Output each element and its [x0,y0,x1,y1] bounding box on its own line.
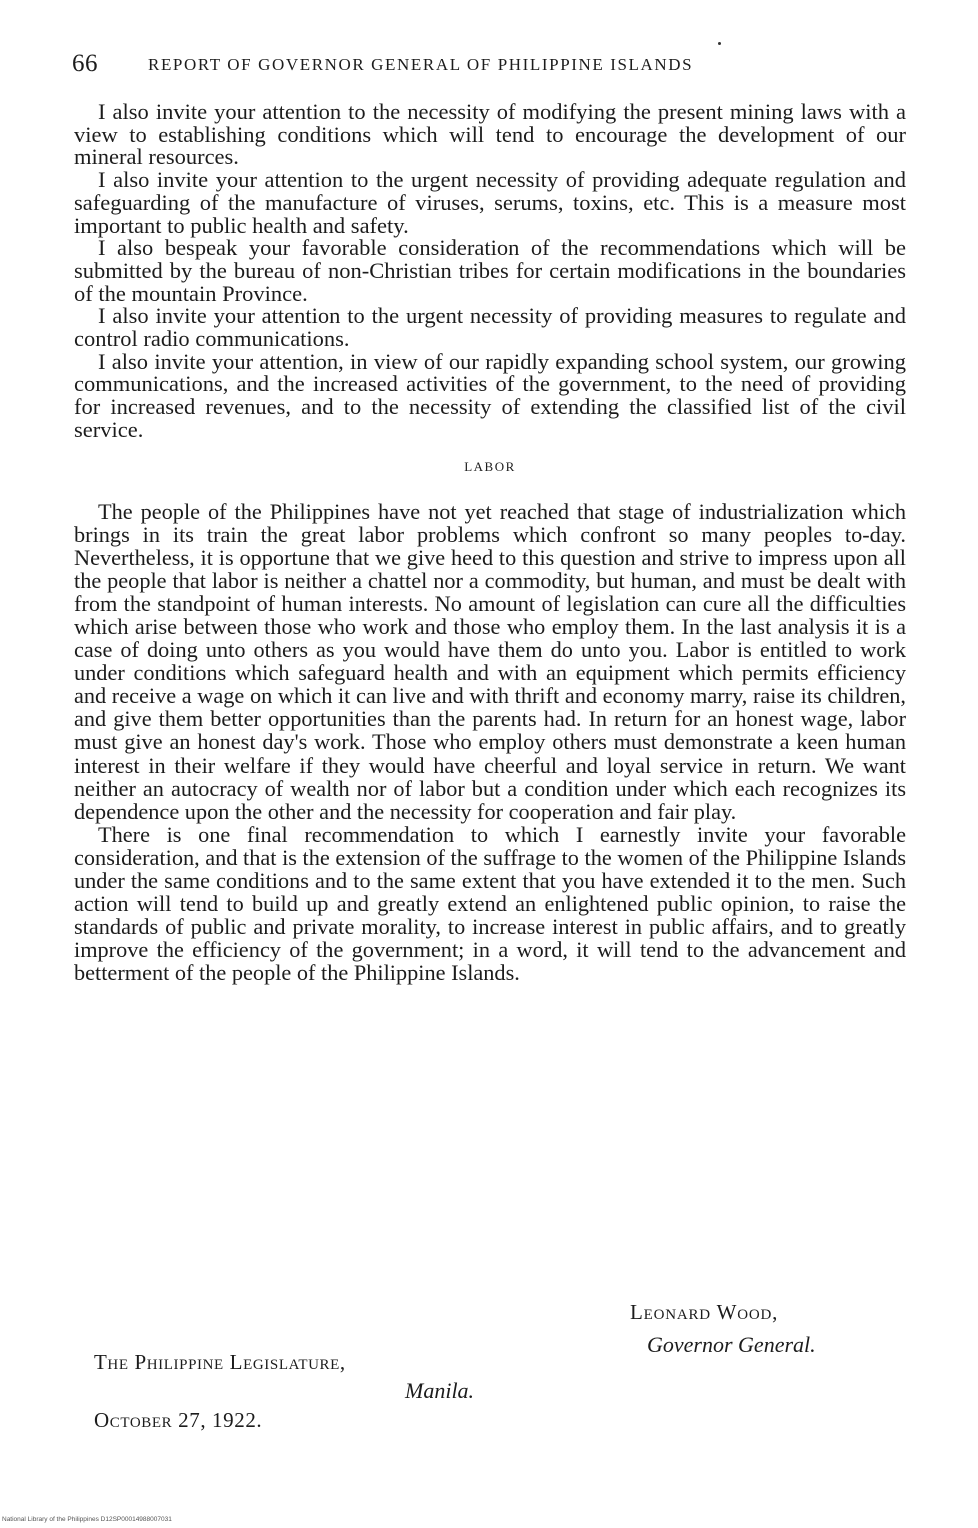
page-body [74,101,906,985]
section-heading-labor: LABOR [464,458,516,474]
page-number: 66 [72,50,98,77]
recommendation-paragraph: I also invite your attention to the urgent necessity of providing measures to regulate and control radio communications. [74,303,906,352]
recommendation-paragraph: I also invite your attention to the necessity of modifying the present mining laws with a view to establishing conditions which will tend to encourage the development of our mineral resources. [74,99,906,170]
signature-block [630,1300,920,1370]
archive-stamp: National Library of the Philippines D12SP00014988007031 [2,1516,172,1523]
signatory-title: Governor General. [647,1332,816,1357]
recommendation-paragraph: I also invite your attention to the urgent necessity of providing adequate regulation and safeguarding of the manufacture of viruses, serums, toxins, etc. This is a measure most important to public health and safety. [74,167,906,238]
running-title: REPORT OF GOVERNOR GENERAL OF PHILIPPINE ISLANDS [148,55,694,74]
signatory-name: Leonard Wood, [630,1300,779,1324]
letter-date: October 27, 1922. [94,1408,263,1432]
labor-paragraph: The people of the Philippines have not yet reached that stage of industrialization which brings in its train the great labor problems which confront so many peoples to-day. Nevertheless, it is opportune that we give heed to this question and strive to impress upon all the people that labor is neither a chattel nor a commodity, but human, and must be dealt with from the standpoint of human interests. No amount of legislation can cure all the difficulties which arise between those who work and those who employ them. In the last analysis it is a case of doing unto others as you would have them do unto you. Labor is entitled to work under conditions which safeguard health and with an equipment which permits efficiency and receive a wage on which it can live and with thrift and economy marry, raise its children, and give them better opportunities than the parents had. In return for an honest wage, labor must give an honest day's work. Those who employ others must demonstrate a keen human interest in their welfare if they would have cheerful and loyal service in return. We want neither an autocracy of wealth nor of labor but a condition under which each recognizes its dependence upon the other and the necessity for cooperation and fair play. [74,498,906,824]
addressee-place: Manila. [405,1378,475,1403]
page-header [72,50,842,84]
address-block [94,1350,514,1450]
suffrage-paragraph: There is one final recommendation to which I earnestly invite your favorable consideration, and that is the extension of the suffrage to the women of the Philippine Islands under the same conditions and to the same extent that you have extended it to the men. Such action will tend to build up and greatly extend an enlightened public opinion, to raise the standards of public and private morality, to increase interest in public affairs, and to greatly improve the efficiency of the government; in a word, it will tend to the advancement and betterment of the people of the Philippine Islands. [74,821,906,986]
labor-section [74,500,906,985]
addressee: The Philippine Legislature, [94,1350,346,1374]
ink-speck [718,42,721,45]
recommendation-paragraph: I also invite your attention, in view of our rapidly expanding school system, our growing communications, and the increased activities of the government, to the need of providing for increased revenues, and to the necessity of extending the classified list of the civil service. [74,348,906,442]
recommendation-paragraph: I also bespeak your favorable consideration of the recommendations which will be submitted by the bureau of non-Christian tribes for certain modifications in the boundaries of the mountain Province. [74,235,906,306]
